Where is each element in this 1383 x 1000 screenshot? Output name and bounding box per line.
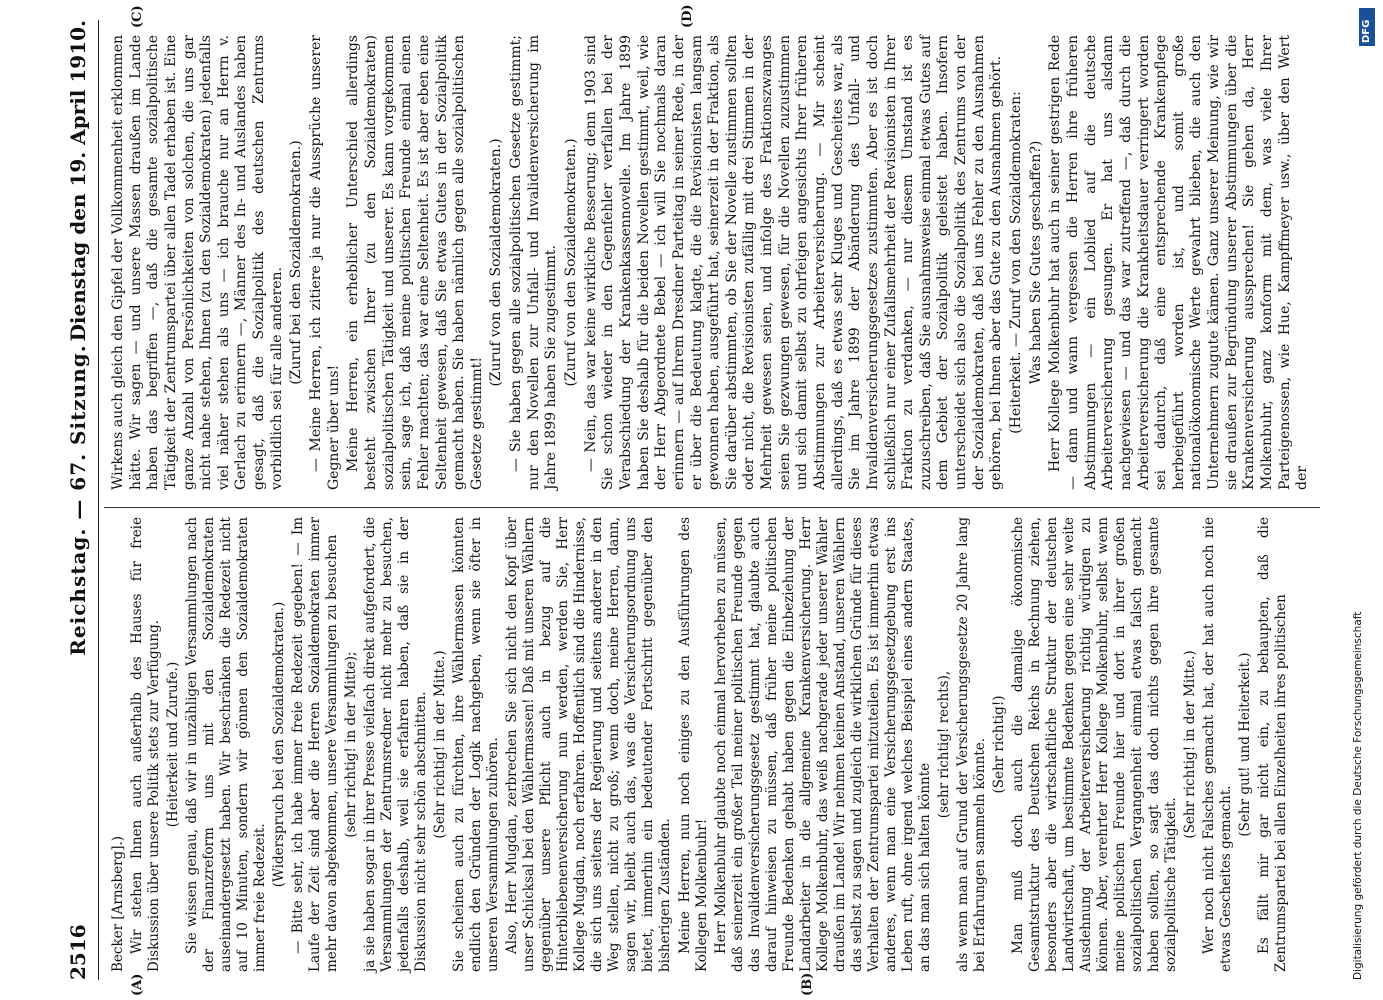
page-number: 2516 xyxy=(66,924,90,980)
session-date: Dienstag den 19. April 1910. xyxy=(66,20,90,342)
dfg-logo xyxy=(1359,8,1375,46)
paragraph: (Sehr richtig!) xyxy=(990,695,1007,794)
paragraph: Also, Herr Mugdan, zerbrechen Sie sich nicht den Kopf über unser Schicksal bei den Wählermassen! Daß mit unseren Wählern gegenüber unsere Pflicht auch in bezug auf die Hinterbliebenenversicherung nun werden, werden Sie, Herr Kollege Mugdan, noch erfahren. Hoffentlich sind die Hindernisse, die sich uns seitens der Regierung und seitens anderer in den Weg stellen, nicht zu groß; wenn doch, meine Herren, dann, sagen wir, bleibt auch das, was die Versicherungsordnung uns bietet, immerhin ein bedeutender Fortschritt gegenüber den bisherigen Zuständen. xyxy=(504,517,674,972)
header-rule xyxy=(98,20,99,980)
paragraph: (sehr richtig! in der Mitte); xyxy=(343,651,360,838)
column-divider xyxy=(104,507,1320,508)
paragraph: Meine Herren, ein erheblicher Unterschied allerdings besteht zwischen Ihrer (zu den Sozialdemokraten) sozialpolitischen Tätigkeit und unserer. Es kann vorgekommen sein, sage ich, daß meine politischen Freunde einmal einen Fehler machten; das war eine Seltenheit. Es ist aber eben eine Seltenheit gewesen, daß Sie etwas Gutes in der Sozialpolitik gemacht haben. Sie haben nämlich gegen alle sozialpolitischen Gesetze gestimmt! xyxy=(345,35,485,490)
paragraph: (Widerspruch bei den Sozialdemokraten.) xyxy=(271,601,288,888)
margin-marker-c: (C) xyxy=(130,5,145,28)
paragraph: Becker [Arnsberg].) xyxy=(110,835,126,972)
left-text-column xyxy=(110,517,1320,972)
paragraph: Herr Molkenbuhr glaubte noch einmal hervorheben zu müssen, daß seinerzeit ein großer Teil meiner politischen Freunde gegen das Invalidenversicherungsgesetz gestimmt hat, glaubte auch darauf hinweisen zu müssen, daß früher meine politischen Freunde Bedenken gehabt haben gegen die Einbeziehung der Landarbeiter in die allgemeine Krankenversicherung. Herr Kollege Molkenbuhr, das weiß nachgerade jeder unserer Wähler draußen im Lande! Wir nehmen keinen Anstand, unseren Wählern das selbst zu sagen und zugleich die wirklichen Gründe für dieses Verhalten der Zentrumspartei mitzuteilen. Es ist immerhin etwas anderes, wenn man eine Versicherungsgesetzgebung erst ins Leben ruft, ohne irgend welches Beispiel eines andern Staates, an das man sich halten könnte xyxy=(712,517,933,972)
dfg-logo-text: DFG xyxy=(1361,19,1372,43)
paragraph: als wenn man auf Grund der Versicherungsgesetze 20 Jahre lang bei Erfahrungen sammeln könnte. xyxy=(954,517,988,972)
paragraph: (Zuruf bei den Sozialdemokraten.) xyxy=(288,140,305,385)
page-header xyxy=(58,20,98,980)
rotated-page xyxy=(40,0,1340,1000)
digitization-credit xyxy=(1352,20,1372,980)
paragraph: Sie scheinen auch zu fürchten, ihre Wählermassen könnten endlich den Gründen der Logik nachgeben, wenn sie öfter in unseren Versammlungen zuhören. xyxy=(451,517,502,972)
paragraph: — Sie haben gegen alle sozialpolitischen Gesetze gestimmt; nur den Novellen zur Unfall- und Invalidenversicherung im Jahre 1899 haben Sie zugestimmt. xyxy=(508,35,560,490)
paragraph: ja sie haben sogar in ihrer Presse vielfach direkt aufgefordert, die Versammlungen der Zentrumsredner nicht mehr zu besuchen, jedenfalls deshalb, weil sie erfahren haben, daß sie in der Diskussion nicht sehr schön abschnitten. xyxy=(362,517,430,972)
paragraph: Es fällt mir gar nicht ein, zu behaupten, daß die Zentrumspartei bei allen Einzelheiten ihres politischen xyxy=(1256,517,1290,972)
paragraph: (Sehr gut! und Heiterkeit.) xyxy=(1237,652,1253,837)
margin-marker-d: (D) xyxy=(680,4,695,28)
paragraph: Wer noch nicht Falsches gemacht hat, der hat auch noch nie etwas Gescheites gemacht. xyxy=(1200,517,1234,972)
paragraph: Was haben Sie Gutes geschaffen?) xyxy=(1027,140,1044,385)
paragraph: (Sehr richtig! in der Mitte.) xyxy=(432,650,449,839)
paragraph: — Bitte sehr, ich habe immer freie Redezeit gegeben! — Im Laufe der Zeit sind aber die Herren Sozialdemokraten immer mehr davon abgekommen, unsere Versammlungen zu besuchen xyxy=(290,517,341,972)
margin-marker-b: (B) xyxy=(800,972,815,996)
paragraph: (Sehr richtig! in der Mitte.) xyxy=(1181,650,1198,839)
paragraph: (Zuruf von den Sozialdemokraten.) xyxy=(488,138,505,387)
paragraph: — Meine Herren, ich zitiere ja nur die Aussprüche unserer Gegner über uns! xyxy=(308,35,342,490)
paragraph: — Nein, das war keine wirkliche Besserung; denn 1903 sind Sie schon wieder in den Gegenfehler verfallen bei der Verabschiedung der Krankenkassennovelle. Im Jahre 1899 haben Sie deshalb für die beiden Novellen gestimmt, weil, wie der Herr Abgeordnete Bebel — ich will Sie nochmals daran erinnern — auf Ihrem Dresdner Parteitag in seiner Rede, in der er über die Bedeutung klagte, die die Revisionisten langsam gewonnen haben, ausgeführt hat, seinerzeit in der Fraktion, als Sie darüber abstimmten, ob Sie der Novelle zustimmen sollten oder nicht, die Revisionisten zufällig mit drei Stimmen in der Mehrheit gewesen seien, und infolge des Fraktionszwanges seien Sie gezwungen gewesen, für die Novellen zuzustimmen und sich damit selbst zu ohrfeigen angesichts Ihrer früheren Abstimmungen zur Arbeiterversicherung. — Mir scheint allerdings, daß es etwas sehr Kluges und Gescheites war, als Sie im Jahre 1899 der Abänderung des Unfall- und Invalidenversicherungsgesetzes zustimmten. Aber es ist doch schließlich nur einer Zufallsmehrheit der Revisionisten in Ihrer Fraktion zu verdanken, — nur diesem Umstand ist es zuzuschreiben, daß Sie ausnahmsweise einmal etwas Gutes auf dem Gebiet der Sozialpolitik geleistet haben. Insofern unterscheidet sich also die Sozialpolitik des Zentrums von der der Sozialdemokraten, daß bei uns Fehler zu den Ausnahmen gehören, bei Ihnen aber das Gute zu den Ausnahmen gehört. xyxy=(582,35,1005,490)
paragraph: Herr Kollege Molkenbuhr hat auch in seiner gestrigen Rede — dann und wann vergessen die Herren ihre früheren Abstimmungen — ein Loblied auf die deutsche Arbeiterversicherung gesungen. Er hat uns alsdann nachgewiesen — und das war zutreffend —, daß durch die Arbeiterversicherung die Krankheitsdauer verringert worden sei dadurch, daß eine entsprechende Krankenpflege herbeigeführt worden ist, und somit große nationalökonomische Werte gewahrt blieben, die auch den Unternehmern zugute kämen. Ganz unserer Meinung, wie wir sie draußen zur Begründung unserer Abstimmungen über die Krankenversicherung aussprechen! Sie gehen da, Herr Molkenbuhr, ganz konform mit dem, was viele Ihrer Parteigenossen, wie Hue, Kampffmeyer usw., über den Wert der xyxy=(1047,35,1311,490)
credit-text: Digitalisierung gefördert durch die Deutsche Forschungsgemeinschaft xyxy=(1352,611,1364,980)
right-text-column xyxy=(110,35,1320,490)
running-title: Reichstag. — 67. Sitzung. xyxy=(66,344,90,656)
paragraph: Wir stehen Ihnen auch außerhalb des Hauses für freie Diskussion über unsere Politik stets zur Verfügung. xyxy=(129,517,163,972)
margin-marker-a: (A) xyxy=(130,973,145,996)
paragraph: Sie wissen genau, daß wir in unzähligen Versammlungen nach der Finanzreform uns mit den Sozialdemokraten auseinandergesetzt haben. Wir beschränken die Redezeit nicht auf 10 Minuten, sondern wir gönnen den Sozialdemokraten immer freie Redezeit. xyxy=(184,517,269,972)
paragraph: Wirkens auch gleich den Gipfel der Vollkommenheit erklommen hätte. Wir sagen — und unsere Massen draußen im Lande haben das begriffen —, daß die gesamte sozialpolitische Tätigkeit der Zentrumspartei über allen Tadel erhaben ist. Eine ganze Anzahl von Persönlichkeiten von solchen, die uns gar nicht nahe stehen, Ihnen (zu den Sozialdemokraten) jedenfalls viel näher stehen als uns — ich brauche nur an Herrn v. Gerlach zu erinnern —, Männer des In- und Auslandes haben gesagt, daß die Sozialpolitik des deutschen Zentrums vorbildlich sei für alle anderen. xyxy=(110,35,285,490)
paragraph: (Heiterkeit. — Zuruf von den Sozialdemokraten: xyxy=(1008,91,1025,434)
paragraph: Meine Herren, nun noch einiges zu den Ausführungen des Kollegen Molkenbuhr! xyxy=(676,517,710,972)
paragraph: Man muß doch auch die damalige ökonomische Gesamtstruktur des Deutschen Reichs in Rechnung ziehen, besonders aber die wirtschaftliche Struktur der deutschen Landwirtschaft, um bestimmte Bedenken gegen eine sehr weite Ausdehnung der Arbeiterversicherung richtig würdigen zu können. Aber, verehrter Herr Kollege Molkenbuhr, selbst wenn meine politischen Freunde hier und dort in ihrer großen sozialpolitischen Vergangenheit einmal etwas falsch gemacht haben sollten, so sagt das doch nichts gegen ihre gesamte sozialpolitische Tätigkeit. xyxy=(1009,517,1179,972)
paragraph: (Zuruf von den Sozialdemokraten.) xyxy=(563,138,580,387)
paragraph: (Heiterkeit und Zurufe.) xyxy=(165,661,182,828)
paragraph: (sehr richtig! rechts), xyxy=(935,670,952,819)
